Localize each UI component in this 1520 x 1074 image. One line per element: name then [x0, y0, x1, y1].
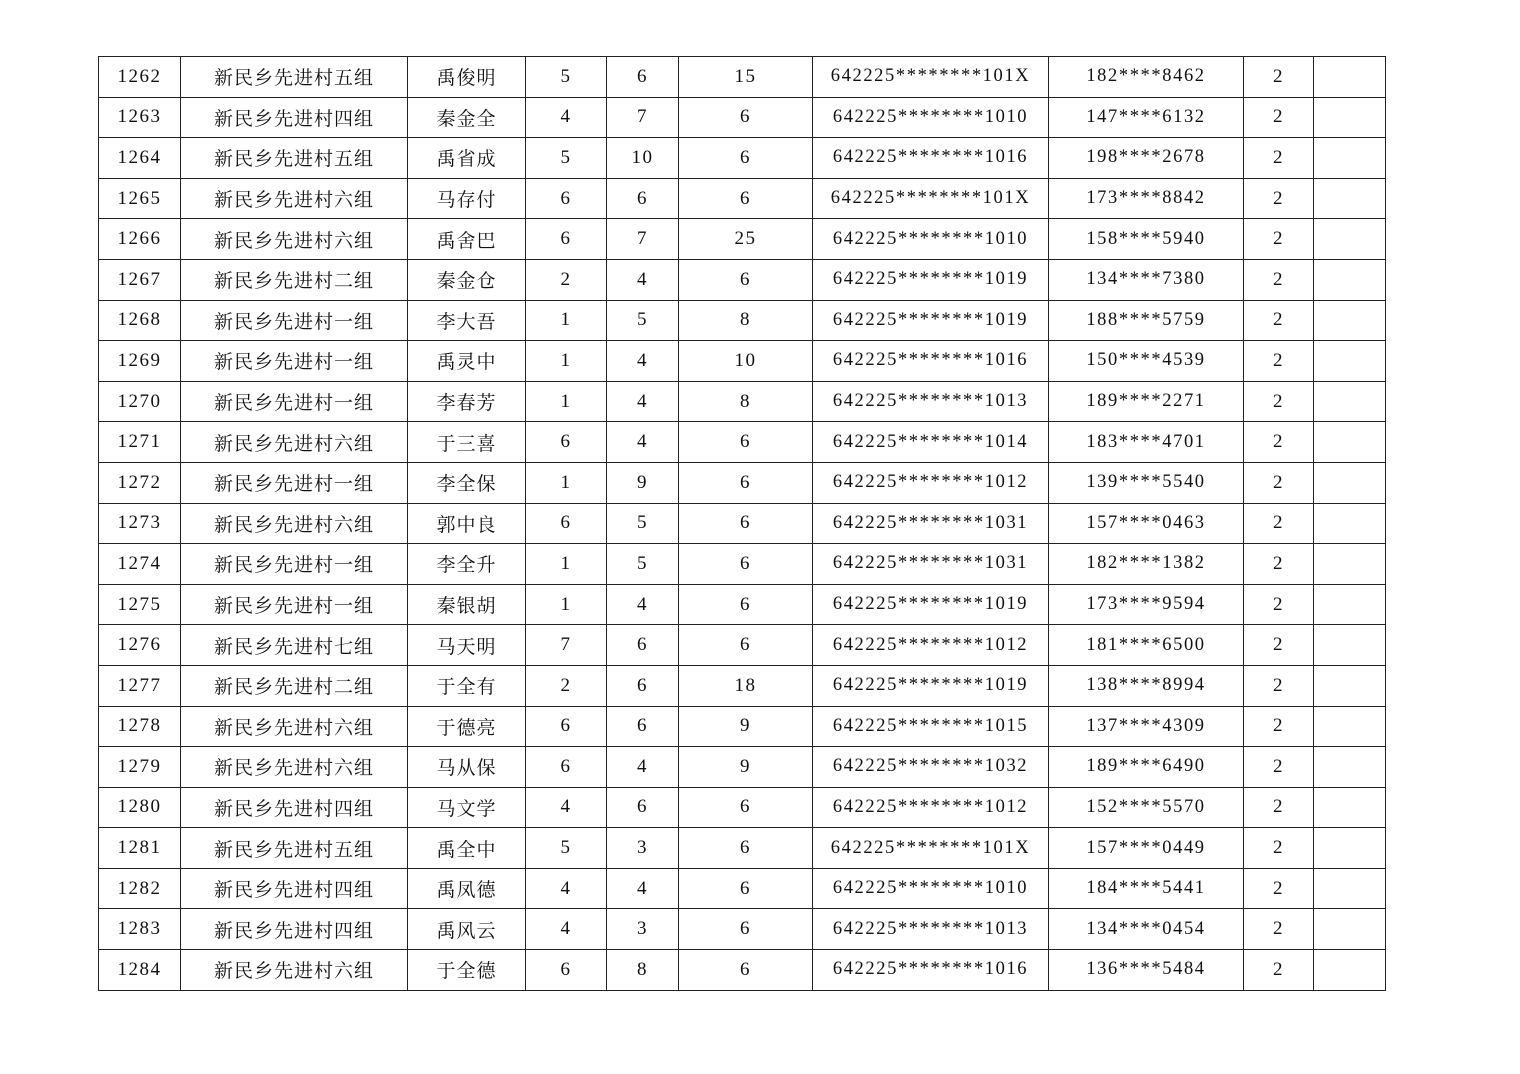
value-b-cell: 6 — [679, 787, 813, 828]
id-number-cell: 642225********1013 — [813, 909, 1049, 950]
count-cell: 2 — [1244, 341, 1314, 382]
group-number-cell: 6 — [526, 178, 607, 219]
name-cell: 李大吾 — [408, 300, 526, 341]
id-number-cell: 642225********1019 — [813, 259, 1049, 300]
group-number-cell: 6 — [526, 503, 607, 544]
value-a-cell: 6 — [607, 178, 679, 219]
phone-cell: 138****8994 — [1049, 665, 1244, 706]
group-number-cell: 1 — [526, 381, 607, 422]
serial-number-cell: 1266 — [99, 219, 181, 260]
id-number-cell: 642225********1031 — [813, 544, 1049, 585]
id-number-cell: 642225********101X — [813, 57, 1049, 98]
id-number-cell: 642225********1016 — [813, 138, 1049, 179]
address-cell: 新民乡先进村一组 — [181, 300, 408, 341]
count-cell: 2 — [1244, 868, 1314, 909]
serial-number-cell: 1281 — [99, 828, 181, 869]
name-cell: 李全升 — [408, 544, 526, 585]
count-cell: 2 — [1244, 706, 1314, 747]
group-number-cell: 1 — [526, 341, 607, 382]
address-cell: 新民乡先进村四组 — [181, 909, 408, 950]
phone-cell: 188****5759 — [1049, 300, 1244, 341]
address-cell: 新民乡先进村六组 — [181, 747, 408, 788]
table-row — [99, 584, 1386, 625]
group-number-cell: 6 — [526, 706, 607, 747]
value-b-cell: 6 — [679, 259, 813, 300]
group-number-cell: 6 — [526, 422, 607, 463]
group-number-cell: 1 — [526, 300, 607, 341]
note-cell — [1314, 97, 1386, 138]
id-number-cell: 642225********101X — [813, 828, 1049, 869]
note-cell — [1314, 219, 1386, 260]
address-cell: 新民乡先进村四组 — [181, 787, 408, 828]
count-cell: 2 — [1244, 97, 1314, 138]
id-number-cell: 642225********1031 — [813, 503, 1049, 544]
serial-number-cell: 1268 — [99, 300, 181, 341]
value-b-cell: 6 — [679, 462, 813, 503]
note-cell — [1314, 747, 1386, 788]
id-number-cell: 642225********1012 — [813, 787, 1049, 828]
value-a-cell: 4 — [607, 422, 679, 463]
count-cell: 2 — [1244, 503, 1314, 544]
value-b-cell: 6 — [679, 422, 813, 463]
serial-number-cell: 1269 — [99, 341, 181, 382]
group-number-cell: 4 — [526, 909, 607, 950]
note-cell — [1314, 625, 1386, 666]
id-number-cell: 642225********1012 — [813, 625, 1049, 666]
group-number-cell: 1 — [526, 462, 607, 503]
address-cell: 新民乡先进村四组 — [181, 868, 408, 909]
id-number-cell: 642225********1010 — [813, 97, 1049, 138]
serial-number-cell: 1284 — [99, 950, 181, 991]
name-cell: 马文学 — [408, 787, 526, 828]
note-cell — [1314, 57, 1386, 98]
value-a-cell: 7 — [607, 97, 679, 138]
note-cell — [1314, 341, 1386, 382]
count-cell: 2 — [1244, 138, 1314, 179]
count-cell: 2 — [1244, 828, 1314, 869]
count-cell: 2 — [1244, 950, 1314, 991]
table-row — [99, 950, 1386, 991]
phone-cell: 157****0449 — [1049, 828, 1244, 869]
name-cell: 郭中良 — [408, 503, 526, 544]
serial-number-cell: 1273 — [99, 503, 181, 544]
value-b-cell: 25 — [679, 219, 813, 260]
value-a-cell: 7 — [607, 219, 679, 260]
phone-cell: 189****6490 — [1049, 747, 1244, 788]
serial-number-cell: 1280 — [99, 787, 181, 828]
group-number-cell: 7 — [526, 625, 607, 666]
phone-cell: 152****5570 — [1049, 787, 1244, 828]
name-cell: 李春芳 — [408, 381, 526, 422]
name-cell: 秦银胡 — [408, 584, 526, 625]
id-number-cell: 642225********1032 — [813, 747, 1049, 788]
value-b-cell: 6 — [679, 909, 813, 950]
phone-cell: 198****2678 — [1049, 138, 1244, 179]
id-number-cell: 642225********1012 — [813, 462, 1049, 503]
note-cell — [1314, 138, 1386, 179]
address-cell: 新民乡先进村五组 — [181, 138, 408, 179]
value-a-cell: 6 — [607, 665, 679, 706]
id-number-cell: 642225********1019 — [813, 584, 1049, 625]
value-a-cell: 5 — [607, 503, 679, 544]
value-a-cell: 4 — [607, 868, 679, 909]
serial-number-cell: 1276 — [99, 625, 181, 666]
value-b-cell: 8 — [679, 300, 813, 341]
count-cell: 2 — [1244, 178, 1314, 219]
address-cell: 新民乡先进村五组 — [181, 828, 408, 869]
name-cell: 李全保 — [408, 462, 526, 503]
value-b-cell: 6 — [679, 178, 813, 219]
count-cell: 2 — [1244, 625, 1314, 666]
table-body — [99, 57, 1386, 991]
name-cell: 马存付 — [408, 178, 526, 219]
id-number-cell: 642225********1019 — [813, 665, 1049, 706]
phone-cell: 134****0454 — [1049, 909, 1244, 950]
value-b-cell: 6 — [679, 97, 813, 138]
value-b-cell: 10 — [679, 341, 813, 382]
serial-number-cell: 1265 — [99, 178, 181, 219]
serial-number-cell: 1263 — [99, 97, 181, 138]
count-cell: 2 — [1244, 747, 1314, 788]
table-row — [99, 259, 1386, 300]
phone-cell: 184****5441 — [1049, 868, 1244, 909]
note-cell — [1314, 544, 1386, 585]
table-row — [99, 828, 1386, 869]
note-cell — [1314, 259, 1386, 300]
note-cell — [1314, 422, 1386, 463]
id-number-cell: 642225********1016 — [813, 950, 1049, 991]
count-cell: 2 — [1244, 584, 1314, 625]
serial-number-cell: 1277 — [99, 665, 181, 706]
value-b-cell: 6 — [679, 868, 813, 909]
serial-number-cell: 1262 — [99, 57, 181, 98]
address-cell: 新民乡先进村五组 — [181, 57, 408, 98]
name-cell: 禹全中 — [408, 828, 526, 869]
address-cell: 新民乡先进村一组 — [181, 584, 408, 625]
count-cell: 2 — [1244, 544, 1314, 585]
value-a-cell: 6 — [607, 787, 679, 828]
phone-cell: 147****6132 — [1049, 97, 1244, 138]
value-a-cell: 5 — [607, 300, 679, 341]
note-cell — [1314, 178, 1386, 219]
value-a-cell: 4 — [607, 259, 679, 300]
group-number-cell: 4 — [526, 868, 607, 909]
table-row — [99, 706, 1386, 747]
serial-number-cell: 1267 — [99, 259, 181, 300]
value-a-cell: 4 — [607, 584, 679, 625]
table-row — [99, 665, 1386, 706]
value-a-cell: 9 — [607, 462, 679, 503]
note-cell — [1314, 950, 1386, 991]
name-cell: 禹风云 — [408, 909, 526, 950]
phone-cell: 137****4309 — [1049, 706, 1244, 747]
value-b-cell: 8 — [679, 381, 813, 422]
address-cell: 新民乡先进村六组 — [181, 422, 408, 463]
note-cell — [1314, 909, 1386, 950]
value-a-cell: 6 — [607, 706, 679, 747]
name-cell: 禹灵中 — [408, 341, 526, 382]
value-b-cell: 6 — [679, 828, 813, 869]
note-cell — [1314, 706, 1386, 747]
phone-cell: 158****5940 — [1049, 219, 1244, 260]
name-cell: 禹舍巴 — [408, 219, 526, 260]
table-row — [99, 381, 1386, 422]
name-cell: 于三喜 — [408, 422, 526, 463]
serial-number-cell: 1264 — [99, 138, 181, 179]
value-b-cell: 6 — [679, 503, 813, 544]
phone-cell: 182****8462 — [1049, 57, 1244, 98]
table-row — [99, 868, 1386, 909]
count-cell: 2 — [1244, 381, 1314, 422]
id-number-cell: 642225********101X — [813, 178, 1049, 219]
value-a-cell: 3 — [607, 909, 679, 950]
note-cell — [1314, 503, 1386, 544]
value-b-cell: 6 — [679, 544, 813, 585]
address-cell: 新民乡先进村七组 — [181, 625, 408, 666]
note-cell — [1314, 381, 1386, 422]
table-row — [99, 544, 1386, 585]
group-number-cell: 6 — [526, 747, 607, 788]
value-b-cell: 6 — [679, 950, 813, 991]
count-cell: 2 — [1244, 787, 1314, 828]
address-cell: 新民乡先进村六组 — [181, 706, 408, 747]
count-cell: 2 — [1244, 219, 1314, 260]
count-cell: 2 — [1244, 909, 1314, 950]
group-number-cell: 5 — [526, 138, 607, 179]
name-cell: 禹凤德 — [408, 868, 526, 909]
phone-cell: 150****4539 — [1049, 341, 1244, 382]
address-cell: 新民乡先进村六组 — [181, 503, 408, 544]
count-cell: 2 — [1244, 462, 1314, 503]
serial-number-cell: 1275 — [99, 584, 181, 625]
name-cell: 马从保 — [408, 747, 526, 788]
id-number-cell: 642225********1014 — [813, 422, 1049, 463]
table-row — [99, 787, 1386, 828]
value-a-cell: 5 — [607, 544, 679, 585]
table-row — [99, 300, 1386, 341]
value-b-cell: 9 — [679, 747, 813, 788]
phone-cell: 139****5540 — [1049, 462, 1244, 503]
value-a-cell: 3 — [607, 828, 679, 869]
serial-number-cell: 1279 — [99, 747, 181, 788]
address-cell: 新民乡先进村一组 — [181, 544, 408, 585]
value-b-cell: 6 — [679, 584, 813, 625]
table-row — [99, 625, 1386, 666]
phone-cell: 173****8842 — [1049, 178, 1244, 219]
table-row — [99, 138, 1386, 179]
address-cell: 新民乡先进村二组 — [181, 259, 408, 300]
serial-number-cell: 1272 — [99, 462, 181, 503]
name-cell: 秦金仓 — [408, 259, 526, 300]
address-cell: 新民乡先进村一组 — [181, 381, 408, 422]
phone-cell: 136****5484 — [1049, 950, 1244, 991]
name-cell: 马天明 — [408, 625, 526, 666]
note-cell — [1314, 300, 1386, 341]
note-cell — [1314, 665, 1386, 706]
count-cell: 2 — [1244, 300, 1314, 341]
count-cell: 2 — [1244, 422, 1314, 463]
table-row — [99, 909, 1386, 950]
roster-table — [98, 56, 1386, 991]
table-row — [99, 57, 1386, 98]
value-b-cell: 18 — [679, 665, 813, 706]
note-cell — [1314, 584, 1386, 625]
address-cell: 新民乡先进村一组 — [181, 462, 408, 503]
group-number-cell: 1 — [526, 544, 607, 585]
group-number-cell: 4 — [526, 787, 607, 828]
group-number-cell: 2 — [526, 665, 607, 706]
table-row — [99, 97, 1386, 138]
phone-cell: 134****7380 — [1049, 259, 1244, 300]
id-number-cell: 642225********1019 — [813, 300, 1049, 341]
group-number-cell: 6 — [526, 219, 607, 260]
table-row — [99, 747, 1386, 788]
phone-cell: 173****9594 — [1049, 584, 1244, 625]
value-a-cell: 6 — [607, 625, 679, 666]
name-cell: 于全德 — [408, 950, 526, 991]
count-cell: 2 — [1244, 259, 1314, 300]
phone-cell: 157****0463 — [1049, 503, 1244, 544]
group-number-cell: 5 — [526, 828, 607, 869]
count-cell: 2 — [1244, 57, 1314, 98]
group-number-cell: 2 — [526, 259, 607, 300]
name-cell: 秦金全 — [408, 97, 526, 138]
value-a-cell: 4 — [607, 381, 679, 422]
count-cell: 2 — [1244, 665, 1314, 706]
group-number-cell: 6 — [526, 950, 607, 991]
id-number-cell: 642225********1013 — [813, 381, 1049, 422]
name-cell: 于德亮 — [408, 706, 526, 747]
table-row — [99, 422, 1386, 463]
table-row — [99, 178, 1386, 219]
serial-number-cell: 1282 — [99, 868, 181, 909]
serial-number-cell: 1274 — [99, 544, 181, 585]
value-b-cell: 9 — [679, 706, 813, 747]
phone-cell: 183****4701 — [1049, 422, 1244, 463]
value-b-cell: 6 — [679, 625, 813, 666]
address-cell: 新民乡先进村六组 — [181, 178, 408, 219]
table-row — [99, 341, 1386, 382]
phone-cell: 189****2271 — [1049, 381, 1244, 422]
address-cell: 新民乡先进村二组 — [181, 665, 408, 706]
group-number-cell: 5 — [526, 57, 607, 98]
value-a-cell: 8 — [607, 950, 679, 991]
serial-number-cell: 1278 — [99, 706, 181, 747]
note-cell — [1314, 787, 1386, 828]
id-number-cell: 642225********1015 — [813, 706, 1049, 747]
value-a-cell: 6 — [607, 57, 679, 98]
address-cell: 新民乡先进村六组 — [181, 219, 408, 260]
name-cell: 禹俊明 — [408, 57, 526, 98]
serial-number-cell: 1270 — [99, 381, 181, 422]
value-a-cell: 4 — [607, 341, 679, 382]
id-number-cell: 642225********1010 — [813, 219, 1049, 260]
phone-cell: 181****6500 — [1049, 625, 1244, 666]
table-row — [99, 503, 1386, 544]
table-row — [99, 219, 1386, 260]
address-cell: 新民乡先进村一组 — [181, 341, 408, 382]
id-number-cell: 642225********1010 — [813, 868, 1049, 909]
group-number-cell: 4 — [526, 97, 607, 138]
value-b-cell: 6 — [679, 138, 813, 179]
group-number-cell: 1 — [526, 584, 607, 625]
serial-number-cell: 1271 — [99, 422, 181, 463]
serial-number-cell: 1283 — [99, 909, 181, 950]
value-a-cell: 4 — [607, 747, 679, 788]
table-row — [99, 462, 1386, 503]
note-cell — [1314, 868, 1386, 909]
value-a-cell: 10 — [607, 138, 679, 179]
note-cell — [1314, 828, 1386, 869]
id-number-cell: 642225********1016 — [813, 341, 1049, 382]
name-cell: 禹省成 — [408, 138, 526, 179]
name-cell: 于全有 — [408, 665, 526, 706]
address-cell: 新民乡先进村六组 — [181, 950, 408, 991]
address-cell: 新民乡先进村四组 — [181, 97, 408, 138]
value-b-cell: 15 — [679, 57, 813, 98]
note-cell — [1314, 462, 1386, 503]
phone-cell: 182****1382 — [1049, 544, 1244, 585]
